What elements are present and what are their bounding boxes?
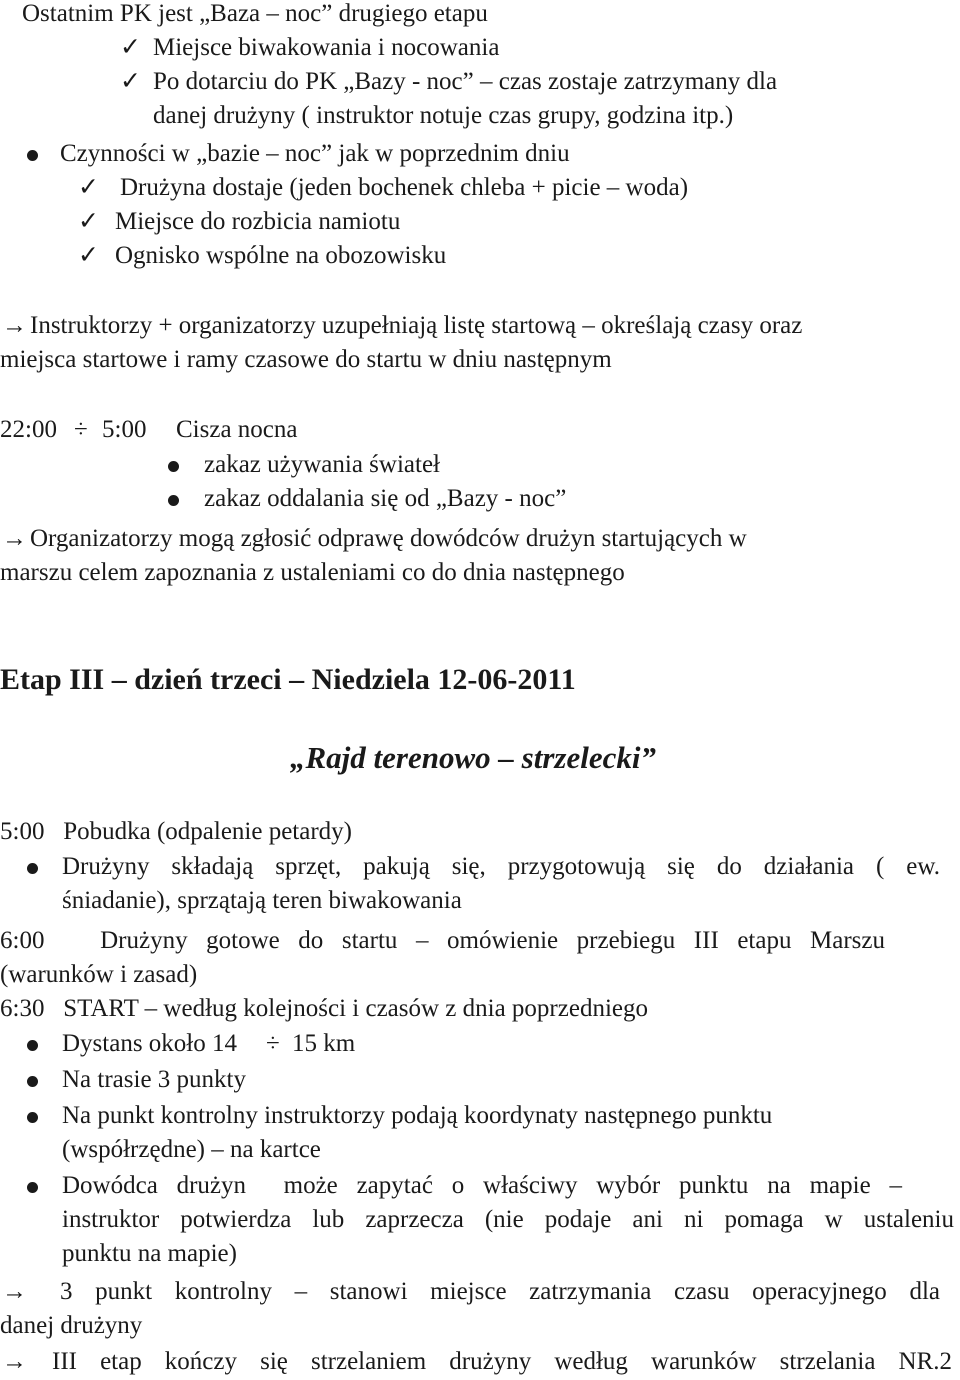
base-line: Ostatnim PK jest „Baza – noc” drugiego etapu <box>22 0 488 27</box>
arrow-icon: → <box>2 1278 27 1305</box>
bullet-icon <box>27 863 38 874</box>
briefing-line-2: marszu celem zapoznania z ustaleniami co do dnia następnego <box>0 559 625 586</box>
arrow-icon: → <box>2 312 27 339</box>
distance-suffix: 15 km <box>292 1030 356 1057</box>
start-line: 6:30 START – według kolejności i czasów z dnia poprzedniego <box>0 995 648 1022</box>
arrow-icon: → <box>2 1348 27 1375</box>
cp3-line-2: danej drużyny <box>0 1312 143 1339</box>
arrow-icon: → <box>2 525 27 552</box>
wake-bullet-2: śniadanie), sprzątają teren biwakowania <box>62 887 462 914</box>
bullet-icon <box>27 1040 38 1051</box>
check-icon: ✓ <box>78 208 99 235</box>
coords-line-1: Na punkt kontrolny instruktorzy podają koordynaty następnego punktu <box>62 1102 773 1129</box>
night-time-end: 5:00 <box>102 416 147 443</box>
bullet-icon <box>168 461 179 472</box>
leader-line-1: Dowódca drużyn może zapytać o właściwy wybór punktu na mapie – <box>62 1172 902 1199</box>
points-bullet: Na trasie 3 punkty <box>62 1066 246 1093</box>
ready-line-2: (warunków i zasad) <box>0 961 198 988</box>
base-check-1: Miejsce biwakowania i nocowania <box>153 34 500 61</box>
divide-icon: ÷ <box>74 416 88 443</box>
instructors-line-1: Instruktorzy + organizatorzy uzupełniają listę startową – określają czasy oraz <box>30 312 803 339</box>
night-label: Cisza nocna <box>176 416 298 443</box>
wake-line: 5:00 Pobudka (odpalenie petardy) <box>0 818 352 845</box>
bullet-icon <box>27 150 38 161</box>
divide-icon: ÷ <box>266 1030 280 1057</box>
night-time-start: 22:00 <box>0 416 57 443</box>
leader-line-2: instruktor potwierdza lub zaprzecza (nie podaje ani ni pomaga w ustaleniu <box>62 1206 954 1233</box>
wake-bullet-1: Drużyny składają sprzęt, pakują się, przygotowują się do działania ( ew. <box>62 853 940 880</box>
distance-prefix: Dystans około 14 <box>62 1030 237 1057</box>
end-line: III etap kończy się strzelaniem drużyny według warunków strzelania NR.2 <box>52 1348 952 1375</box>
base-check-2-cont: danej drużyny ( instruktor notuje czas grupy, godzina itp.) <box>153 102 734 129</box>
cp3-line-1: 3 punkt kontrolny – stanowi miejsce zatrzymania czasu operacyjnego dla <box>60 1278 940 1305</box>
stage-subtitle: „Rajd terenowo – strzelecki” <box>290 740 656 775</box>
check-icon: ✓ <box>120 34 141 61</box>
stage-heading: Etap III – dzień trzeci – Niedziela 12-06-2011 <box>0 663 576 696</box>
instructors-line-2: miejsca startowe i ramy czasowe do startu w dniu następnym <box>0 346 612 373</box>
check-icon: ✓ <box>78 242 99 269</box>
night-bullet-2: zakaz oddalania się od „Bazy - noc” <box>204 485 567 512</box>
activities-check-1: Drużyna dostaje (jeden bochenek chleba + picie – woda) <box>120 174 689 201</box>
briefing-line-1: Organizatorzy mogą zgłosić odprawę dowódców drużyn startujących w <box>30 525 747 552</box>
leader-line-3: punktu na mapie) <box>62 1240 237 1267</box>
base-check-2: Po dotarciu do PK „Bazy - noc” – czas zostaje zatrzymany dla <box>153 68 778 95</box>
night-bullet-1: zakaz używania świateł <box>204 451 440 478</box>
ready-line-1: 6:00 Drużyny gotowe do startu – omówienie przebiegu III etapu Marszu <box>0 927 885 954</box>
bullet-icon <box>27 1076 38 1087</box>
bullet-icon <box>27 1182 38 1193</box>
bullet-icon <box>168 495 179 506</box>
check-icon: ✓ <box>78 174 99 201</box>
activities-check-3: Ognisko wspólne na obozowisku <box>115 242 447 269</box>
check-icon: ✓ <box>120 68 141 95</box>
coords-line-2: (współrzędne) – na kartce <box>62 1136 321 1163</box>
activities-check-2: Miejsce do rozbicia namiotu <box>115 208 401 235</box>
bullet-icon <box>27 1112 38 1123</box>
activities-bullet: Czynności w „bazie – noc” jak w poprzednim dniu <box>60 140 570 167</box>
